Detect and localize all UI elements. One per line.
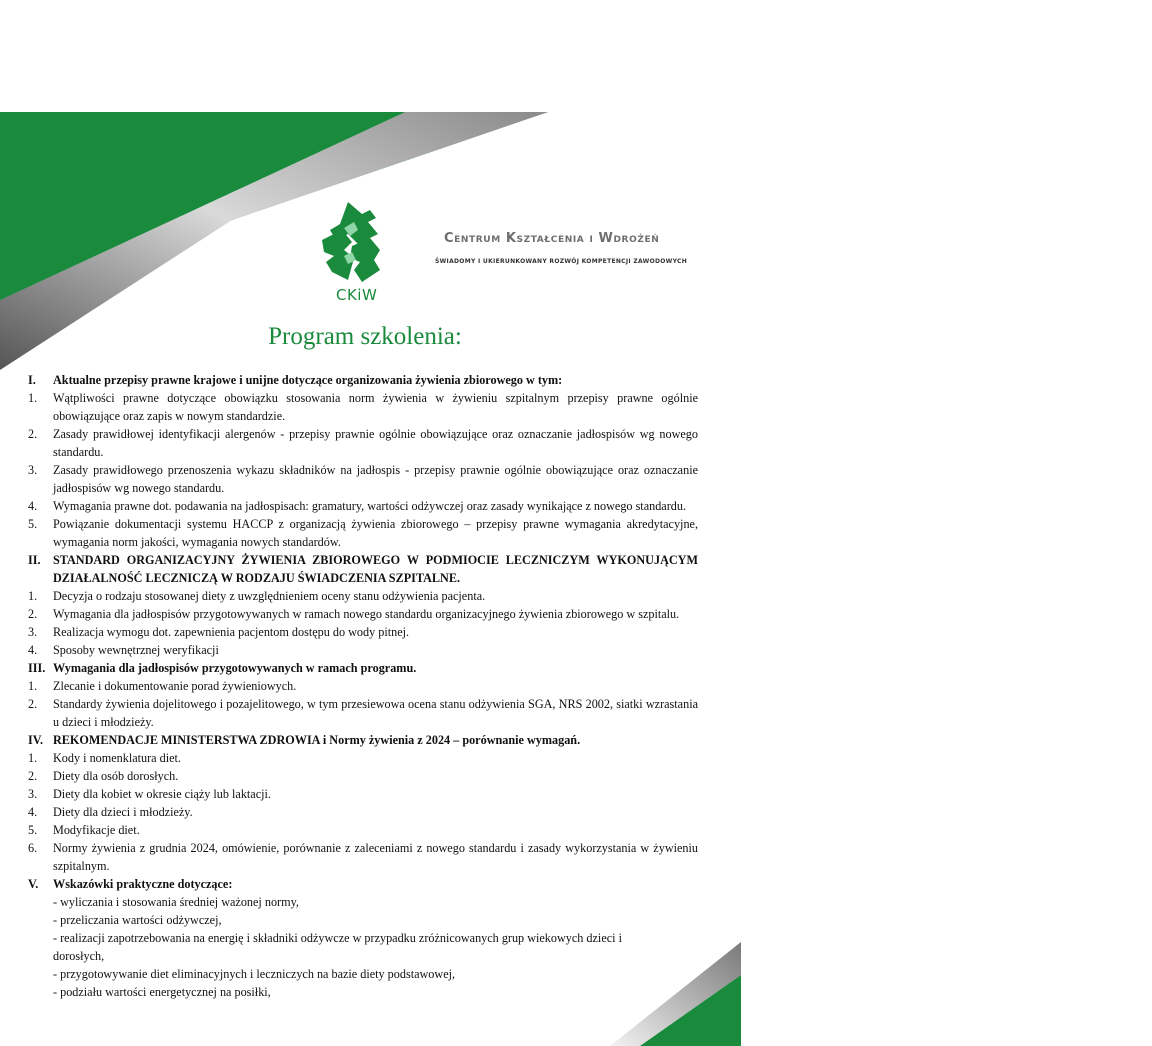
item-number: 2. <box>28 607 38 621</box>
item-text: Modyfikacje diet. <box>53 823 140 837</box>
bullet-item: - przygotowywanie diet eliminacyjnych i leczniczych na bazie diety podstawowej, <box>53 967 456 981</box>
item-text: Diety dla kobiet w okresie ciąży lub laktacji. <box>53 787 271 801</box>
list-item <box>28 767 698 785</box>
list-item <box>28 821 698 839</box>
item-number: 2. <box>28 427 38 441</box>
item-number: 4. <box>28 805 38 819</box>
item-text: Wymagania dla jadłospisów przygotowywanych w ramach nowego standardu organizacyjnego żywienia zbiorowego w szpitalu. <box>53 607 680 621</box>
item-number: 4. <box>28 643 38 657</box>
logo-abbreviation: CKiW <box>336 286 378 304</box>
item-text: Zlecanie i dokumentowanie porad żywieniowych. <box>53 679 297 693</box>
item-text: Kody i nomenklatura diet. <box>53 751 181 765</box>
list-item <box>28 695 698 731</box>
section-title: Aktualne przepisy prawne krajowe i unijne dotyczące organizowania żywienia zbiorowego w tym: <box>53 373 563 387</box>
organization-tagline: ŚWIADOMY I UKIERUNKOWANY ROZWÓJ KOMPETENCJI ZAWODOWYCH <box>435 258 688 265</box>
bullet-item: - podziału wartości energetycznej na posiłki, <box>53 985 271 999</box>
section-header <box>28 551 698 587</box>
list-item <box>28 515 698 551</box>
item-text: Powiązanie dokumentacji systemu HACCP z organizacją żywienia zbiorowego – przepisy prawne wymagania akredytacyjne, wymagania norm jakości, wymagania nowych standardów. <box>53 517 698 549</box>
list-item <box>28 749 698 767</box>
item-text: Wymagania prawne dot. podawania na jadłospisach: gramatury, wartości odżywczej oraz zasady wynikające z nowego standardu. <box>53 499 686 513</box>
item-number: 4. <box>28 499 38 513</box>
list-item <box>28 623 698 641</box>
list-item <box>28 605 698 623</box>
section-number: IV. <box>28 733 44 747</box>
item-number: 2. <box>28 769 38 783</box>
list-item <box>28 461 698 497</box>
section-header <box>28 371 698 389</box>
item-text: Zasady prawidłowej identyfikacji alergenów - przepisy prawnie ogólnie obowiązujące oraz oznaczanie jadłospisów wg nowego standardu. <box>53 427 698 459</box>
section-number: II. <box>28 553 41 567</box>
list-item <box>28 803 698 821</box>
section-title: Wymagania dla jadłospisów przygotowywanych w ramach programu. <box>53 661 417 675</box>
list-item <box>28 389 698 425</box>
item-text: Normy żywienia z grudnia 2024, omówienie, porównanie z zaleceniami z nowego standardu i zasady wykorzystania w żywieniu szpitalnym. <box>53 841 698 873</box>
item-number: 6. <box>28 841 38 855</box>
item-number: 1. <box>28 751 38 765</box>
bullet-item: - wyliczania i stosowania średniej ważonej normy, <box>53 895 299 909</box>
bullet-item: - przeliczania wartości odżywczej, <box>53 913 222 927</box>
list-item <box>28 839 698 875</box>
section-title: STANDARD ORGANIZACYJNY ŻYWIENIA ZBIOROWEGO W PODMIOCIE LECZNICZYM WYKONUJĄCYM DZIAŁALNOŚĆ LECZNICZĄ W RODZAJU ŚWIADCZENIA SZPITALNE. <box>53 553 698 585</box>
section-number: V. <box>28 877 39 891</box>
list-item <box>28 497 698 515</box>
section-header <box>28 875 698 893</box>
section-title: Wskazówki praktyczne dotyczące: <box>53 877 233 891</box>
item-number: 5. <box>28 517 38 531</box>
page-title: Program szkolenia: <box>268 323 462 350</box>
item-number: 3. <box>28 787 38 801</box>
item-text: Diety dla dzieci i młodzieży. <box>53 805 193 819</box>
item-text: Decyzja o rodzaju stosowanej diety z uwzględnieniem oceny stanu odżywienia pacjenta. <box>53 589 486 603</box>
item-number: 2. <box>28 697 38 711</box>
item-text: Standardy żywienia dojelitowego i pozajelitowego, w tym przesiewowa ocena stanu odżywienia SGA, NRS 2002, siatki wzrastania u dzieci i młodzieży. <box>53 697 698 729</box>
item-text: Wątpliwości prawne dotyczące obowiązku stosowania norm żywienia w żywieniu szpitalnym przepisy prawne ogólnie obowiązujące oraz zapis w nowym standardzie. <box>53 391 698 423</box>
section-header <box>28 659 698 677</box>
section-title: REKOMENDACJE MINISTERSTWA ZDROWIA i Normy żywienia z 2024 – porównanie wymagań. <box>53 733 581 747</box>
organization-name: Centrum Kształcenia i Wdrożeń <box>444 231 660 246</box>
section-header <box>28 731 698 749</box>
item-number: 1. <box>28 679 38 693</box>
list-item <box>28 785 698 803</box>
item-number: 1. <box>28 391 38 405</box>
item-number: 3. <box>28 625 38 639</box>
section-number: I. <box>28 373 36 387</box>
item-number: 1. <box>28 589 38 603</box>
item-text: Diety dla osób dorosłych. <box>53 769 179 783</box>
list-item <box>28 641 698 659</box>
list-item <box>28 587 698 605</box>
list-item <box>28 677 698 695</box>
section-number: III. <box>28 661 46 675</box>
item-text: Zasady prawidłowego przenoszenia wykazu składników na jadłospis - przepisy prawnie ogólnie obowiązujące oraz oznaczanie jadłospisów wg nowego standardu. <box>53 463 698 495</box>
list-item <box>28 425 698 461</box>
item-text: Sposoby wewnętrznej weryfikacji <box>53 643 219 657</box>
item-text: Realizacja wymogu dot. zapewnienia pacjentom dostępu do wody pitnej. <box>53 625 410 639</box>
bullet-item: - realizacji zapotrzebowania na energię i składniki odżywcze w przypadku zróżnicowanych grup wiekowych dzieci i dorosłych, <box>53 931 622 963</box>
puzzle-logo-icon <box>318 200 384 286</box>
program-content <box>28 371 698 1001</box>
item-number: 5. <box>28 823 38 837</box>
item-number: 3. <box>28 463 38 477</box>
